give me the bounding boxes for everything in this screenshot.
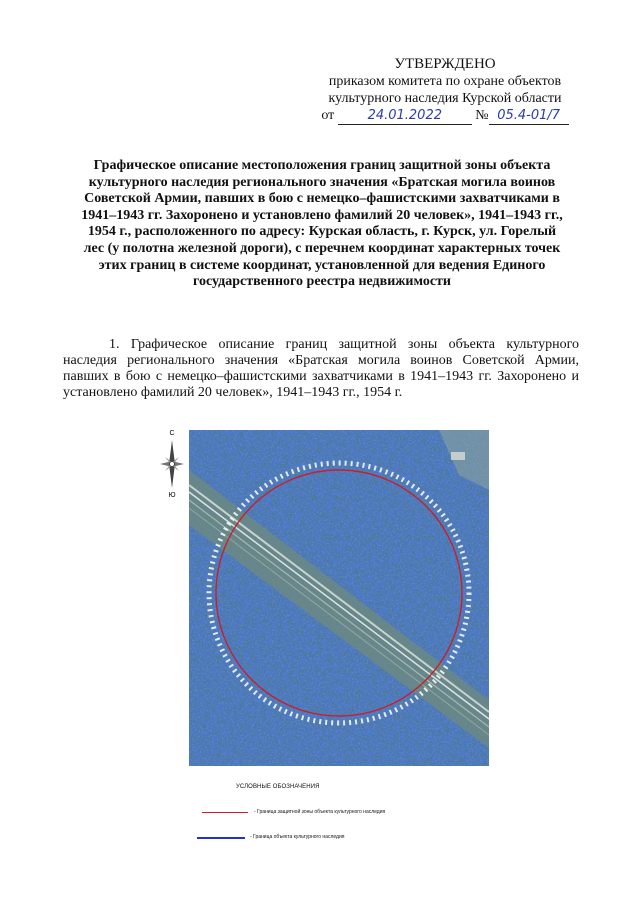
- legend-object-line: [197, 837, 245, 839]
- date-prefix: от: [321, 108, 335, 123]
- approval-stamp: [300, 56, 590, 125]
- approval-date-row: [300, 107, 590, 125]
- paragraph-1: 1. Графическое описание границ защитной зоны объекта культурного наследия регионального значения «Братская могила воинов Советской Армии, павших в бою с немецко–фашистскими захватчиками в 1941–1943 гг. Захоронено и установлено фамилий 20 человек», 1941–1943 гг., 1954 г.: [63, 337, 579, 400]
- satellite-map: [189, 430, 489, 766]
- legend-item-zone: - Граница защитной зоны объекта культурного наследия: [254, 809, 386, 815]
- compass-rose-icon: [158, 428, 186, 500]
- legend-title: УСЛОВНЫЕ ОБОЗНАЧЕНИЯ: [236, 784, 320, 790]
- legend-item-object: - Граница объекта культурного наследия: [250, 834, 345, 840]
- number-field: [489, 107, 569, 125]
- compass-south-label: Ю: [168, 492, 176, 499]
- date-value: 24.01.2022: [367, 108, 442, 123]
- approval-heading: УТВЕРЖДЕНО: [394, 56, 496, 72]
- map-image: [189, 430, 489, 766]
- approval-line-1: приказом комитета по охране объектов: [328, 74, 562, 89]
- number-prefix: №: [475, 108, 489, 123]
- section-1: [63, 337, 579, 401]
- document-title: Графическое описание местоположения границ защитной зоны объекта культурного наследия регионального значения «Братская могила воинов Советской Армии, павших в бою с немецко–фашистскими захватчиками в 1941–1943 гг. Захоронено и установлено фамилий 20 человек», 1941–1943 гг., 1954 г., расположенного по адресу: Курская область, г. Курск, ул. Горелый лес (у полотна железной дороги), с перечнем координат характерных точек этих границ в системе координат, установленной для ведения Единого государственного реестра недвижимости: [81, 158, 563, 290]
- legend-zone-line: [202, 812, 248, 813]
- date-field: [338, 107, 472, 125]
- approval-line-2: культурного наследия Курской области: [328, 91, 562, 106]
- compass-north-label: С: [169, 430, 175, 437]
- number-value: 05.4-01/7: [497, 108, 561, 123]
